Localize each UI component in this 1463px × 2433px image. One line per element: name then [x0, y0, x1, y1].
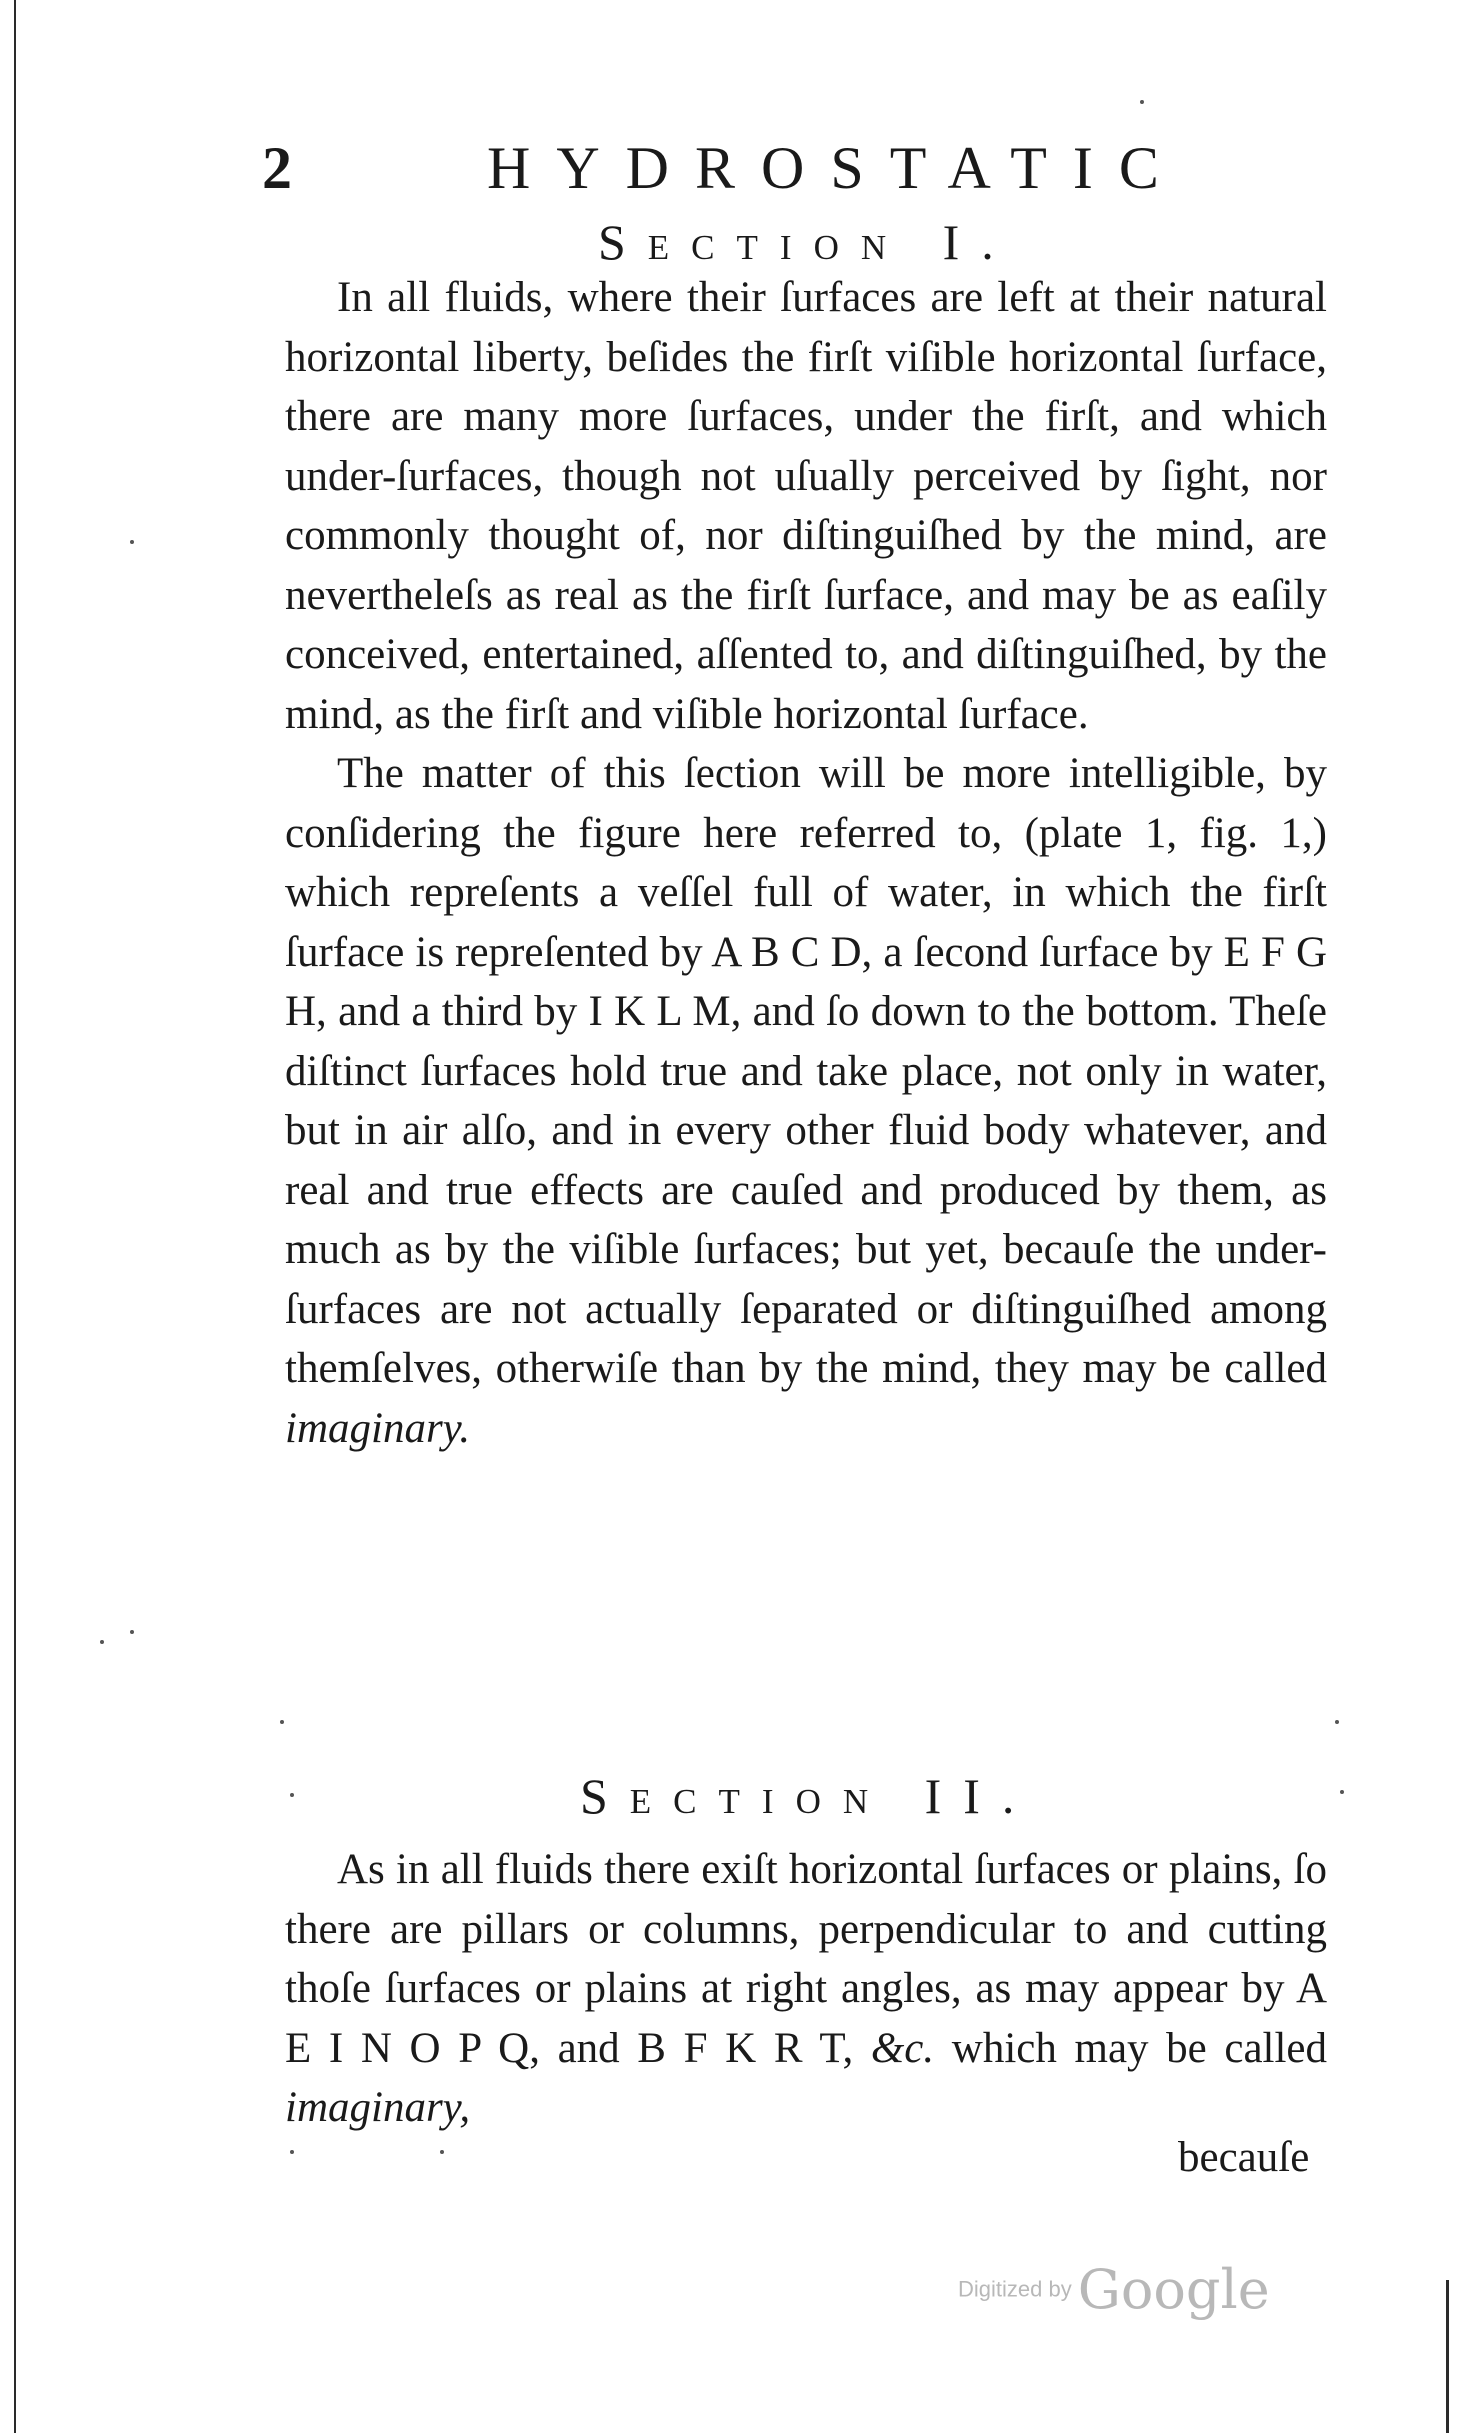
ink-speck [130, 1630, 134, 1634]
section-1-heading: Section I. [598, 214, 1016, 270]
ink-speck [1335, 1720, 1339, 1724]
section-1-paragraph-2 [285, 744, 1327, 1458]
page-number: 2 [262, 135, 292, 201]
digitized-watermark [958, 2258, 1270, 2321]
section-2-text: As in all fluids there exiſt horizontal ſurfaces or plains, ſo there are pillars or columns, perpendicular to and cutting thoſe ſurfaces or plains at right angles, as may appear by A E I N O P Q, and B F K R T, [285, 1846, 1327, 2072]
ink-speck [290, 2150, 294, 2154]
section-2-paragraph [285, 1840, 1327, 2138]
section-2-heading: Section II. [580, 1768, 1037, 1824]
right-page-edge [1446, 2280, 1449, 2433]
ink-speck [100, 1640, 104, 1644]
etc-abbreviation: &c. [870, 2024, 935, 2072]
left-page-edge [14, 0, 16, 2433]
ink-speck [280, 1720, 284, 1724]
running-head [262, 128, 1362, 208]
section-1-paragraph-1: In all fluids, where their ſurfaces are left at their natural horizontal liberty, beſides the firſt viſible horizontal ſurface, there are many more ſurfaces, under the firſt, and which under-ſurfaces, though not uſually perceived by ſight, nor commonly thought of, nor diſtinguiſhed by the mind, are nevertheleſs as real as the firſt ſurface, and may be as eaſily conceived, entertained, aſſented to, and diſtinguiſhed, by the mind, as the firſt and viſible horizontal ſurface. [285, 274, 1327, 738]
imaginary-emphasis: imaginary. [285, 1404, 471, 1452]
google-logo: Google [1077, 2258, 1270, 2321]
section-2-tail: which may be called [951, 2024, 1328, 2072]
section-2-body [285, 1840, 1327, 2138]
digitized-by-label: Digitized by [958, 2276, 1072, 2302]
imaginary-emphasis-2: imaginary, [285, 2084, 471, 2131]
ink-speck [440, 2150, 444, 2154]
ink-speck [1340, 1790, 1344, 1794]
ink-speck [1140, 100, 1144, 104]
section-1-body [285, 268, 1327, 1458]
ink-speck [130, 540, 134, 544]
catchword: becauſe [1178, 2134, 1310, 2181]
running-title: HYDROSTATIC [487, 135, 1185, 201]
ink-speck [290, 1793, 294, 1797]
paragraph-2-text: The matter of this ſection will be more intelligible, by conſidering the figure here referred to, (plate 1, fig. 1,) which repreſents a veſſel full of water, in which the firſt ſurface is repreſented by A B C D, a ſecond ſurface by E F G H, and a third by I K L M, and ſo down to the bottom. Theſe diſtinct ſurfaces hold true and take place, not only in water, but in air alſo, and in every other fluid body whatever, and real and true effects are cauſed and produced by them, as much as by the viſible ſurfaces; but yet, becauſe the under-ſurfaces are not actually ſeparated or diſtinguiſhed among themſelves, otherwiſe than by the mind, they may be called [285, 750, 1327, 1392]
